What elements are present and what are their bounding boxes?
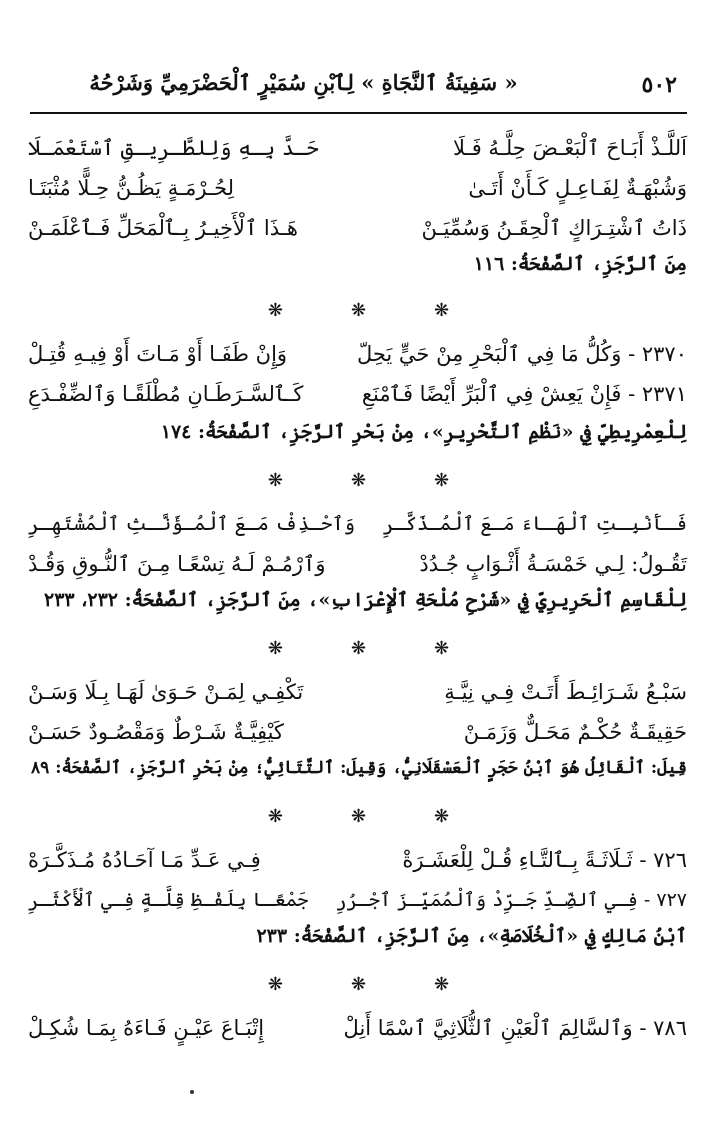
verse-second-hemistich: كَيْفِيَّـةٌ شَـرْطٌ وَمَقْصُـودٌ حَسَـنْ (28, 720, 284, 744)
verse-second-hemistich: جَمْعًـا بِلَفْـظِ قِلَّـةٍ فِـي ٱلْأَكْثَـرِ (28, 889, 309, 911)
star-ornament-icon: ❋ (267, 974, 283, 995)
verse-first-hemistich: ٧٢٦ - ثَـلَاثَـةً بِـٱلتَّـاءِ قُـلْ لِلْعَشَـرَةْ (402, 848, 687, 872)
verse-second-hemistich: وَإِنْ طَفَـا أَوْ مَـاتَ أَوْ فِيـهِ قُتِـلْ (28, 342, 288, 366)
verse-line (28, 208, 687, 248)
verse-first-hemistich: ٢٣٧٠ - وَكُلُّ مَا فِي ٱلْبَحْرِ مِنْ حَيٍّ يَحِلّ (356, 342, 687, 366)
verse-first-hemistich: ٧٨٦ - وَٱلسَّالِمَ ٱلْعَيْنِ ٱلثُّلَاثِيَّ ٱسْمًا أَنِلْ (343, 1016, 687, 1040)
verse-line (28, 374, 687, 414)
star-ornament-icon: ❋ (267, 470, 283, 491)
verse-line (28, 840, 687, 880)
section-separator (0, 300, 717, 324)
verse-second-hemistich: إِتْبَـاعَ عَيْـنٍ فَـاءَهُ بِمَـا شُكِـلْ (28, 1016, 265, 1040)
star-ornament-icon: ❋ (350, 974, 367, 995)
star-ornament-icon: ❋ (350, 470, 367, 491)
star-ornament-icon: ❋ (350, 806, 367, 827)
verse-source: لِلْقَاسِمِ ٱلْحَرِيرِيِّ فِي «شَرْحِ مُلْحَةِ ٱلْإِعْرَابِ»، مِنَ ٱلرَّجَزِ، ٱلصَّفْحَةُ: ٢٣٢، ٢٣٣ (43, 589, 687, 611)
star-ornament-icon: ❋ (267, 806, 283, 827)
verse-first-hemistich: وَشُبْهَـةٌ لِفَـاعِـلٍ كَـأَنْ أَتَـىٰ (468, 176, 687, 200)
verse-source: مِنَ ٱلرَّجَزِ، ٱلصَّفْحَةُ: ١١٦ (473, 253, 687, 275)
verse-first-hemistich: سَبْـعُ شَـرَائِـطَ أَتَـتْ فِـي نِيَّـةِ (444, 680, 687, 704)
verse-second-hemistich: تَكْفِـي لِمَـنْ حَـوَىٰ لَهَـا بِـلَا وَسَـنْ (28, 680, 304, 704)
verse-second-hemistich: هَـذَا ٱلْأَخِيـرُ بِـٱلْمَحَلِّ فَـٱعْلَمَـنْ (28, 216, 299, 240)
verse-first-hemistich: تَقُـولُ: لِـي خَمْسَـةُ أَثْـوَابٍ جُـدُدْ (419, 552, 687, 576)
section-separator (0, 806, 717, 830)
star-ornament-icon: ❋ (434, 470, 450, 491)
verse-line (28, 544, 687, 584)
verse-second-hemistich: وَٱرْمُـمْ لَـهُ تِسْعًـا مِـنَ ٱلنُّـوقِ وَقُـدْ (28, 552, 326, 576)
verse-first-hemistich: اَللَّـذْ أَبَـاحَ ٱلْبَعْـضَ حِلَّـهُ فَـلَا (453, 136, 687, 160)
page-speck (190, 1090, 194, 1094)
verse-second-hemistich: فِـي عَـدِّ مَـا آحَـادُهُ مُـذَكَّـرَهْ (28, 848, 261, 872)
star-ornament-icon: ❋ (350, 300, 367, 321)
verse-second-hemistich: لِحُـرْمَـةٍ يَظُـنُّ حِـلًّا مُثْبَتَـا (28, 176, 235, 200)
header-rule (30, 112, 687, 114)
running-title: « سَفِينَةُ ٱلنَّجَاةِ » لِٱبْنِ سُمَيْرٍ ٱلْحَضْرَمِيِّ وَشَرْحُهُ (89, 70, 518, 95)
verse-first-hemistich: حَقِيقَـةٌ حُكْـمٌ مَحَـلٌّ وَزَمَـنْ (463, 720, 687, 744)
star-ornament-icon: ❋ (267, 638, 283, 659)
verse-first-hemistich: ذَاتُ ٱشْتِـرَاكٍ ٱلْحِقَـنُ وَسُمِّيَـنْ (421, 216, 687, 240)
verse-second-hemistich: كَـٱلسَّـرَطَـانِ مُطْلَقًـا وَٱلضِّفْـدَعِ (28, 382, 304, 406)
verse-line (28, 672, 687, 712)
verse-first-hemistich: ٢٣٧١ - فَإِنْ يَعِشْ فِي ٱلْبَرِّ أَيْضًا فَٱمْنَعِ (361, 382, 687, 406)
verse-first-hemistich: فَـأَنْبِـتِ ٱلْهَـاءَ مَـعَ ٱلْمُـذَكَّـرِ (382, 512, 687, 535)
verse-second-hemistich: حَـدَّ بِـهِ وَلِلطَّـرِيـقِ ٱسْتَعْمَـلَا (28, 136, 319, 160)
verse-source: لِلْعِمْرِيطِيِّ فِي «نَظْمِ ٱلتَّحْرِيرِ»، مِنْ بَحْرِ ٱلرَّجَزِ، ٱلصَّفْحَةُ: ١٧٤ (160, 421, 687, 443)
verse-line (28, 1008, 687, 1048)
section-separator (0, 974, 717, 998)
verse-line (28, 334, 687, 374)
verse-line (28, 880, 687, 920)
star-ornament-icon: ❋ (267, 300, 283, 321)
star-ornament-icon: ❋ (434, 806, 450, 827)
verse-source: قِيلَ: ٱلْقَائِلُ هُوَ ٱبْنُ حَجَرٍ ٱلْعَسْقَلَانِيُّ، وَقِيلَ: ٱلتَّتَائِيُّ؛ مِنْ بَحْرِ ٱلرَّجَزِ، ٱلصَّفْحَةُ: ٨٩ (31, 758, 687, 778)
star-ornament-icon: ❋ (350, 638, 367, 659)
section-separator (0, 638, 717, 662)
verse-source: ٱبْنُ مَالِكٍ فِي «ٱلْخُلَاصَةِ»، مِنَ ٱلرَّجَزِ، ٱلصَّفْحَةُ: ٢٣٣ (256, 925, 687, 947)
verse-line (28, 168, 687, 208)
star-ornament-icon: ❋ (434, 974, 450, 995)
section-separator (0, 470, 717, 494)
verse-second-hemistich: وَٱحْـذِفْ مَـعَ ٱلْمُـؤَنَّـثِ ٱلْمُشْتَهِـرِ (28, 512, 356, 535)
verse-line (28, 504, 687, 544)
verse-first-hemistich: ٧٢٧ - فِـي ٱلضِّـدِّ جَـرِّدْ وَٱلْمُمَيِّـزَ ٱجْـرُرِ (335, 889, 687, 911)
verse-line (28, 128, 687, 168)
star-ornament-icon: ❋ (434, 638, 450, 659)
verse-line (28, 712, 687, 752)
star-ornament-icon: ❋ (434, 300, 450, 321)
page-header (30, 66, 687, 110)
page-number: ٥٠٢ (641, 72, 677, 98)
